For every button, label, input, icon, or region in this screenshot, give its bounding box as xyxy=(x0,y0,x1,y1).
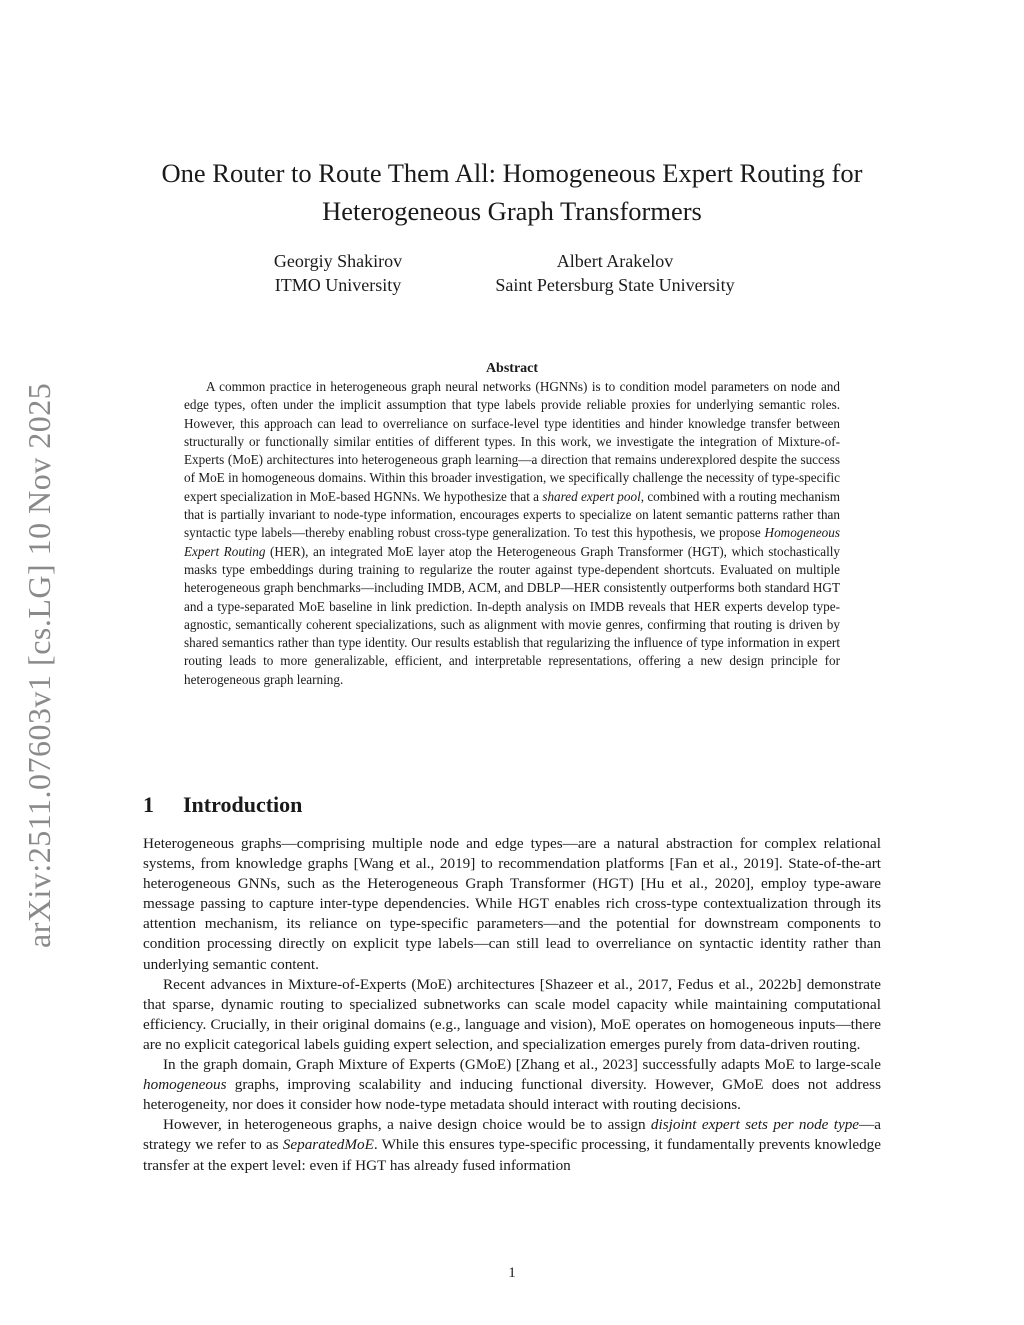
section-number: 1 xyxy=(143,792,154,817)
abstract-emphasis: shared expert pool xyxy=(542,488,641,504)
intro-paragraph xyxy=(143,1115,881,1175)
abstract-text-part: (HER), an integrated MoE layer atop the Heterogeneous Graph Transformer (HGT), which stochastically masks type embeddings during training to regularize the router against type-dependent shortcuts. Evaluated on multiple heterogeneous graph benchmarks—including IMDB, ACM, and DBLP—HER consistently outperforms both standard HGT and a type-separated MoE baseline in link prediction. In-depth analysis on IMDB reveals that HER experts develop type-agnostic, semantically coherent specializations, such as alignment with movie genres, confirming that routing is driven by shared semantics rather than type identity. Our results establish that regularizing the influence of type information in expert routing leads to more generalizable, efficient, and interpretable representations, offering a new design principle for heterogeneous graph learning. xyxy=(184,543,840,687)
author-name: Georgiy Shakirov xyxy=(273,251,403,271)
paragraph-emphasis: SeparatedMoE xyxy=(282,1136,374,1154)
intro-paragraph: Recent advances in Mixture-of-Experts (MoE) architectures [Shazeer et al., 2017, Fedus et al., 2022b] demonstrate that sparse, dynamic routing to specialized subnetworks can scale model capacity while maintaining computational efficiency. Crucially, in their original domains (e.g., language and vision), MoE operates on homogeneous inputs—there are no explicit categorical labels guiding expert selection, and specialization emerges purely from data-driven routing. xyxy=(143,975,881,1053)
abstract-text xyxy=(184,378,840,689)
section-title: Introduction xyxy=(183,792,303,817)
section-heading xyxy=(143,790,302,820)
paragraph-text: —a strategy we refer to as xyxy=(143,1116,881,1154)
paragraph-emphasis: disjoint expert sets per node type xyxy=(650,1116,860,1134)
arxiv-identifier-stamp: arXiv:2511.07603v1 [cs.LG] 10 Nov 2025 xyxy=(21,382,57,948)
paragraph-text: graphs, improving scalability and inducing functional diversity. However, GMoE does not address heterogeneity, nor does it consider how node-type metadata should interact with routing decisions. xyxy=(143,1076,881,1114)
author-affiliation: Saint Petersburg State University xyxy=(495,275,735,295)
paragraph-text: . While this ensures type-specific processing, it fundamentally prevents knowledge transfer at the expert level: even if HGT has already fused information xyxy=(143,1136,881,1174)
intro-paragraph xyxy=(143,1055,881,1115)
author-name: Albert Arakelov xyxy=(556,251,674,271)
abstract-text-part: A common practice in heterogeneous graph neural networks (HGNNs) is to condition model parameters on node and edge types, often under the implicit assumption that type labels provide reliable proxies for underlying semantic roles. However, this approach can lead to overreliance on surface-level type identities and hinder knowledge transfer between structurally or functionally similar entities of different types. In this work, we investigate the integration of Mixture-of-Experts (MoE) architectures into heterogeneous graph learning—a direction that remains underexplored despite the success of MoE in homogeneous domains. Within this broader investigation, we specifically challenge the necessity of type-specific expert specialization in MoE-based HGNNs. We hypothesize that a xyxy=(184,379,840,504)
paragraph-text: In the graph domain, Graph Mixture of Experts (GMoE) [Zhang et al., 2023] successfully adapts MoE to large-scale xyxy=(163,1056,881,1074)
paper-title: One Router to Route Them All: Homogeneous Expert Routing for Heterogeneous Graph Transformers xyxy=(161,158,863,226)
author-affiliation: ITMO University xyxy=(274,275,402,295)
abstract-text-part: , combined with a routing mechanism that is partially invariant to node-type information, encourages experts to specialize on latent semantic patterns rather than syntactic type labels—thereby enabling robust cross-type generalization. To test this hypothesis, we propose xyxy=(184,488,840,541)
abstract-heading: Abstract xyxy=(485,361,539,376)
page-number: 1 xyxy=(508,1265,516,1281)
intro-paragraph: Heterogeneous graphs—comprising multiple node and edge types—are a natural abstraction for complex relational systems, from knowledge graphs [Wang et al., 2019] to recommendation platforms [Fan et al., 2019]. State-of-the-art heterogeneous GNNs, such as the Heterogeneous Graph Transformer (HGT) [Hu et al., 2020], employ type-aware message passing to capture inter-type dependencies. While HGT enables rich cross-type contextualization through its attention mechanism, its reliance on type-specific parameters—and the potential for downstream components to condition processing directly on explicit type labels—can still lead to overreliance on syntactic identity rather than underlying semantic content. xyxy=(143,835,881,973)
introduction-body xyxy=(143,834,881,1176)
author-block-2 xyxy=(456,249,774,297)
abstract-emphasis: Homogeneous Expert Routing xyxy=(184,525,840,559)
author-block-1 xyxy=(250,249,426,297)
paragraph-emphasis: homogeneous xyxy=(143,1076,227,1094)
paragraph-text: However, in heterogeneous graphs, a naive design choice would be to assign xyxy=(163,1116,651,1134)
